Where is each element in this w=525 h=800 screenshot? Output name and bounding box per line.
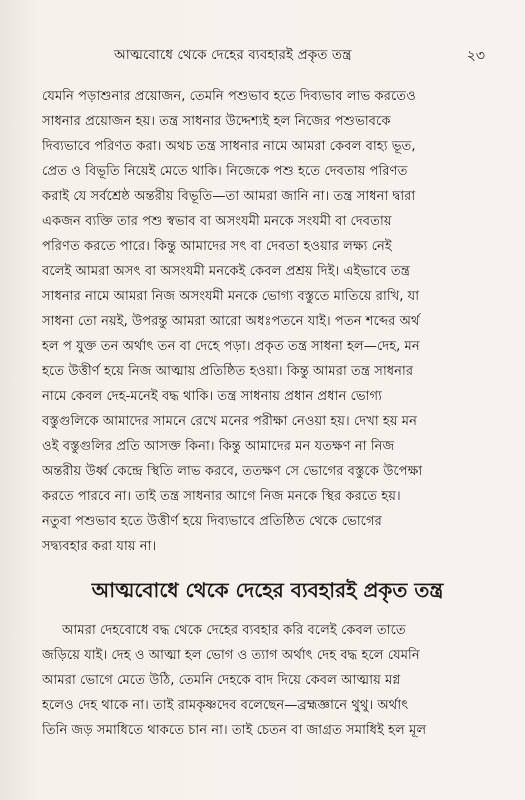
text-line: যেমনি পড়াশুনার প্রয়োজন, তেমনি পশুভাব হতে দিব্যভাব লাভ করতেও bbox=[42, 89, 416, 104]
text-line: হলেও দেহ থাকে না। তাই রামকৃষ্ণদেব বলেছেন—ব্রহ্মজ্ঞানে থুথু। অর্থাৎ bbox=[42, 698, 409, 713]
text-line: পরিণত করতে পারে। কিন্তু আমাদের সৎ বা দেবতা হওয়ার লক্ষ্য নেই bbox=[42, 239, 392, 254]
text-line: আমরা ভোগে মেতে উঠি, তেমনি দেহকে বাদ দিয়ে কেবল আত্মায় মগ্ন bbox=[42, 673, 401, 688]
text-line: জড়িয়ে যাই। দেহ ও আত্মা হল ভোগ ও ত্যাগ অর্থাৎ দেহ বদ্ধ হলে যেমনি bbox=[42, 648, 420, 663]
running-header bbox=[42, 44, 491, 64]
text-line: নতুবা পশুভাব হতে উত্তীর্ণ হয়ে দিব্যভাবে প্রতিষ্ঠিত থেকে ভোগের bbox=[42, 514, 382, 529]
text-line: সাধনার প্রয়োজন হয়। তন্ত্র সাধনার উদ্দেশ্যই হল নিজের পশুভাবকে bbox=[42, 114, 391, 129]
text-line: সাধনার নামে আমরা নিজ অসংযমী মনকে ভোগ্য বস্তুতে মাতিয়ে রাখি, যা bbox=[42, 289, 420, 304]
text-line: দিব্যভাবে পরিণত করা। অথচ তন্ত্র সাধনার নামে আমরা কেবল বাহ্য ভূত, bbox=[42, 139, 416, 154]
text-line: নামে কেবল দেহ-মনেই বদ্ধ থাকি। তন্ত্র সাধনায় প্রধান প্রধান ভোগ্য bbox=[42, 389, 382, 404]
text-line: তিনি জড় সমাধিতে থাকতে চান না। তাই চেতন বা জাগ্রত সমাধিই হল মূল bbox=[42, 723, 427, 738]
text-line: বস্তুগুলিকে আমাদের সামনে রেখে মনের পরীক্ষা নেওয়া হয়। দেখা হয় মন bbox=[42, 414, 417, 429]
section-paragraph bbox=[42, 618, 493, 743]
text-line: হতে উত্তীর্ণ হয়ে নিজ আত্মায় প্রতিষ্ঠিত হওয়া। কিন্তু আমরা তন্ত্র সাধনার bbox=[42, 364, 414, 379]
text-line: সদ্ব্যবহার করা যায় না। bbox=[42, 539, 157, 554]
text-line: সাধনা তো নয়ই, উপরন্তু আমরা আরো অধঃপতনে যাই। পতন শব্দের অর্থ bbox=[42, 314, 420, 329]
text-line: ওই বস্তুগুলির প্রতি আসক্ত কিনা। কিন্তু আমাদের মন যতক্ষণ না নিজ bbox=[42, 439, 395, 454]
text-line: হল প যুক্ত তন অর্থাৎ তন বা দেহে পড়া। প্রকৃত তন্ত্র সাধনা হল—দেহ, মন bbox=[42, 339, 420, 354]
text-line: করতে পারবে না। তাই তন্ত্র সাধনার আগে নিজ মনকে স্থির করতে হয়। bbox=[42, 489, 401, 504]
text-line: বলেই আমরা অসৎ বা অসংযমী মনকেই কেবল প্রশ্রয় দিই। এইভাবে তন্ত্র bbox=[42, 264, 410, 279]
running-title: আত্মবোধে থেকে দেহের ব্যবহারই প্রকৃত তন্ত্র bbox=[114, 47, 352, 63]
main-paragraph bbox=[42, 84, 493, 559]
section-heading: আত্মবোধে থেকে দেহের ব্যবহারই প্রকৃত তন্ত্র bbox=[91, 578, 444, 602]
text-line: একজন ব্যক্তি তার পশু স্বভাব বা অসংযমী মনকে সংযমী বা দেবতায় bbox=[42, 214, 392, 229]
text-line: প্রেত ও বিভূতি নিয়েই মেতে থাকি। নিজেকে পশু হতে দেবতায় পরিণত bbox=[42, 164, 408, 179]
text-line: আমরা দেহবোধে বদ্ধ থেকে দেহের ব্যবহার করি বলেই কেবল তাতে bbox=[62, 623, 406, 638]
page-number: ২৩ bbox=[466, 48, 485, 64]
text-line: অন্তরীয় উর্ধ্ব কেন্দ্রে স্থিতি লাভ করবে, ততক্ষণ সে ভোগের বস্তুকে উপেক্ষা bbox=[42, 464, 423, 479]
text-line: করাই যে সর্বশ্রেষ্ঠ অন্তরীয় বিভূতি—তা আমরা জানি না। তন্ত্র সাধনা দ্বারা bbox=[42, 189, 416, 204]
